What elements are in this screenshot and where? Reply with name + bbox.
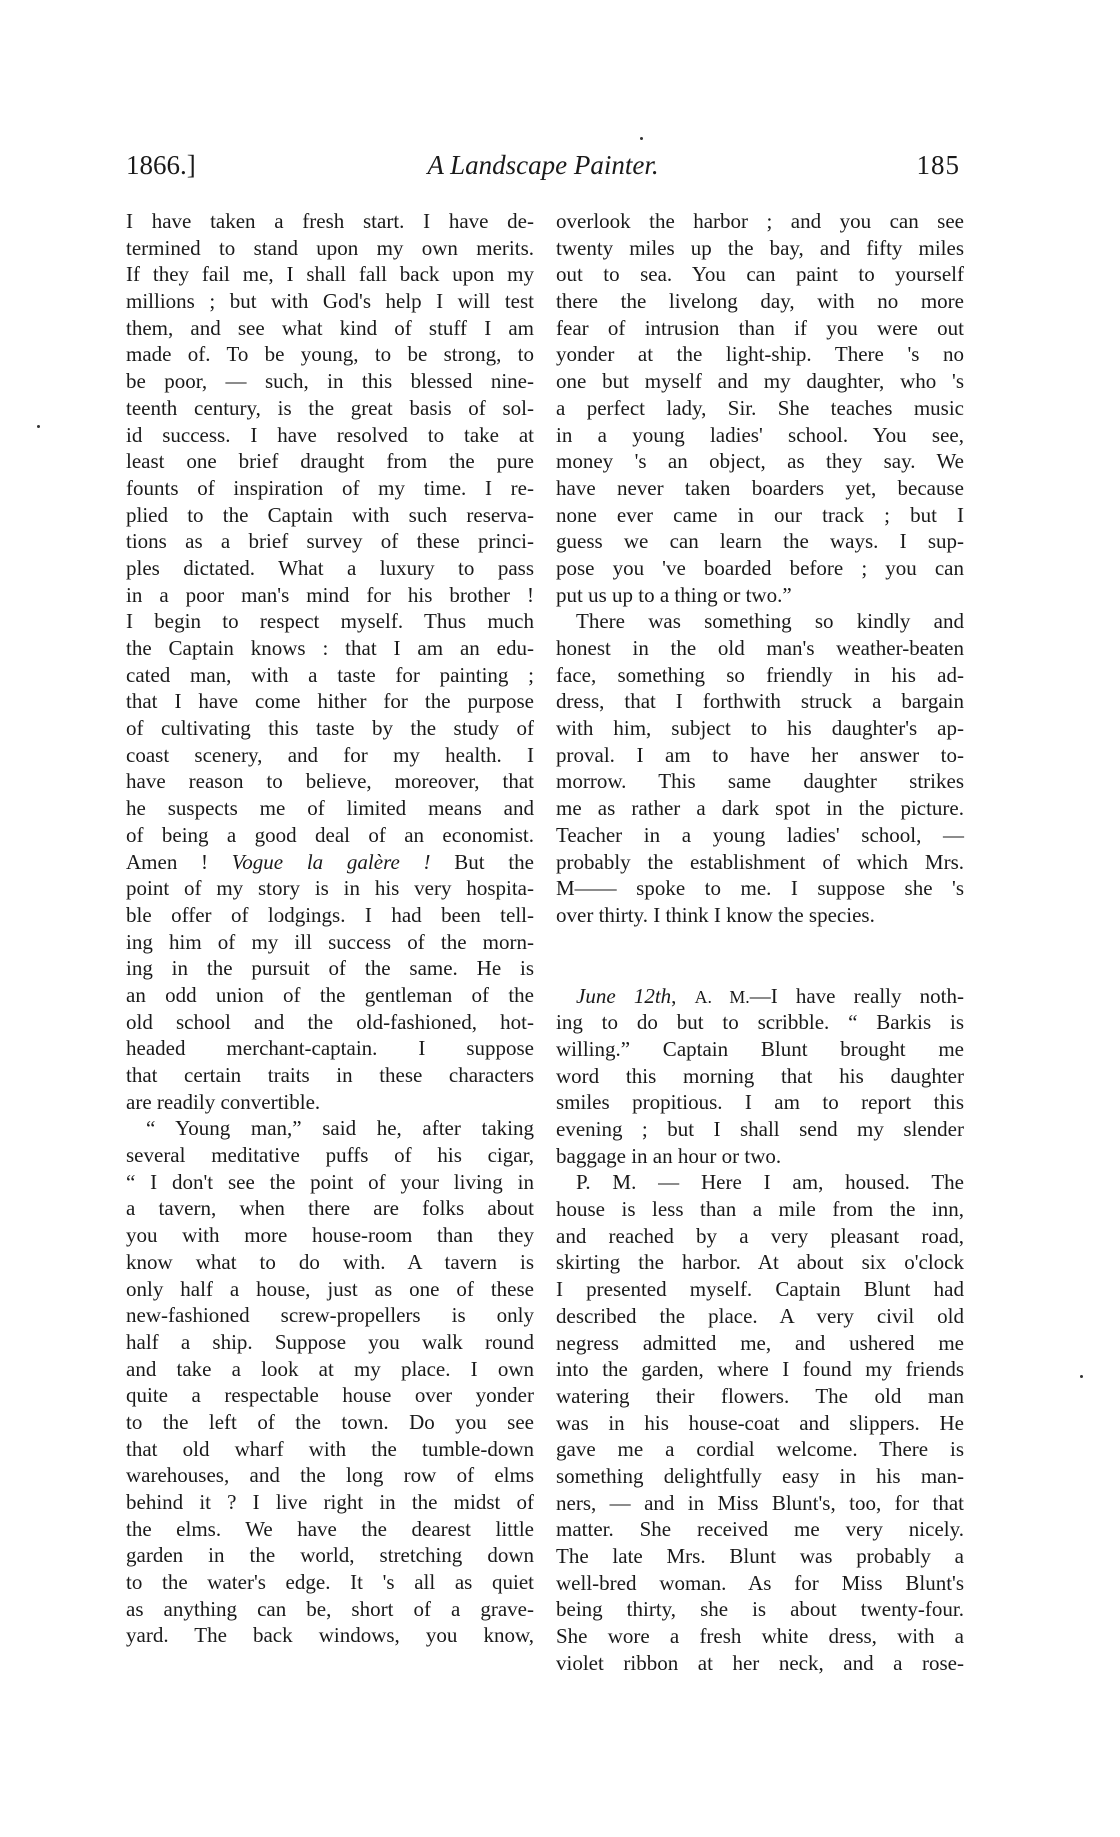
text-line: tions as a brief survey of these princi- (126, 529, 534, 554)
text-line: quite a respectable house over yonder (126, 1383, 534, 1408)
text-line: old school and the old-fashioned, hot- (126, 1009, 534, 1034)
text-line: ing to do but to scribble. “ Barkis is (556, 1010, 964, 1035)
text-line: behind it ? I live right in the midst of (126, 1490, 534, 1514)
text-line: skirting the harbor. At about six o'clock (556, 1250, 964, 1275)
text-line: them, and see what kind of stuff I am (126, 315, 534, 340)
text-line: are readily convertible. (126, 1089, 321, 1114)
text-line: of cultivating this taste by the study of (126, 716, 534, 741)
text-line: founts of inspiration of my time. I re- (126, 475, 534, 500)
text-line: and reached by a very pleasant road, (556, 1223, 964, 1248)
page-number: 185 (916, 150, 960, 180)
text-line: “ I don't see the point of your living in (126, 1169, 534, 1194)
text-line: something delightfully easy in his man- (556, 1463, 964, 1488)
text-line: least one brief draught from the pure (126, 449, 534, 474)
text-line: smiles propitious. I am to report this (556, 1090, 964, 1115)
text-line: fear of intrusion than if you were out (556, 315, 964, 340)
text-line: She wore a fresh white dress, with a (556, 1624, 964, 1649)
text-line: into the garden, where I found my friends (556, 1357, 964, 1382)
text-segment: , (671, 983, 695, 1008)
text-line: made of. To be young, to be strong, to (126, 342, 534, 367)
text-line: be poor, — such, in this blessed nine- (126, 369, 534, 394)
text-line: there the livelong day, with no more (556, 289, 964, 314)
text-line: proval. I am to have her answer to- (556, 742, 964, 767)
text-line: I presented myself. Captain Blunt had (556, 1277, 964, 1302)
text-line: The late Mrs. Blunt was probably a (556, 1544, 964, 1568)
text-line: over thirty. I think I know the species. (556, 902, 875, 927)
text-line: cated man, with a taste for painting ; (126, 662, 534, 687)
text-line: new-fashioned screw-propellers is only (126, 1303, 534, 1328)
speck (640, 137, 643, 140)
text-line: plied to the Captain with such reserva- (126, 502, 534, 527)
text-line: ners, — and in Miss Blunt's, too, for that (556, 1490, 964, 1515)
text-line: ing in the pursuit of the same. He is (126, 956, 534, 981)
text-line: Teacher in a young ladies' school, — (556, 822, 964, 847)
header-title: A Landscape Painter. (427, 150, 659, 180)
text-line: face, something so friendly in his ad- (556, 662, 964, 687)
text-line: he suspects me of limited means and (126, 796, 534, 821)
text-line: morrow. This same daughter strikes (556, 769, 964, 794)
text-line: the elms. We have the dearest little (126, 1516, 534, 1541)
text-line: id success. I have resolved to take at (126, 422, 534, 447)
text-line: M—— spoke to me. I suppose she 's (556, 876, 964, 901)
text-line: garden in the world, stretching down (126, 1543, 534, 1568)
speck (37, 425, 40, 428)
text-line: an odd union of the gentleman of the (126, 982, 534, 1007)
text-line: gave me a cordial welcome. There is (556, 1437, 964, 1462)
text-line: dress, that I forthwith struck a bargain (556, 689, 964, 714)
text-line: termined to stand upon my own merits. (126, 235, 534, 260)
speck (1080, 1375, 1083, 1378)
text-line: I begin to respect myself. Thus much (126, 609, 534, 634)
header-year: 1866.] (126, 150, 196, 180)
text-line: teenth century, is the great basis of sol- (126, 395, 534, 420)
text-line: to the water's edge. It 's all as quiet (126, 1570, 534, 1595)
text-line: described the place. A very civil old (556, 1303, 964, 1328)
text-line: “ Young man,” said he, after taking (146, 1116, 534, 1141)
text-line: being thirty, she is about twenty-four. (556, 1597, 964, 1622)
text-line: have never taken boarders yet, because (556, 475, 964, 500)
text-line: have reason to believe, moreover, that (126, 769, 534, 794)
text-line: one but myself and my daughter, who 's (556, 369, 964, 394)
text-line: and take a look at my place. I own (126, 1356, 534, 1381)
italic-text: Vogue la galère ! (231, 849, 431, 874)
text-line: ples dictated. What a luxury to pass (126, 555, 534, 580)
text-line: yonder at the light-ship. There 's no (556, 342, 964, 367)
text-line: you with more house-room than they (126, 1223, 534, 1248)
text-line: me as rather a dark spot in the picture. (556, 796, 964, 821)
text-line: baggage in an hour or two. (556, 1143, 782, 1168)
text-line: several meditative puffs of his cigar, (126, 1143, 534, 1168)
text-line: only half a house, just as one of these (126, 1276, 534, 1301)
text-line (556, 983, 964, 1010)
left-column (126, 208, 534, 1649)
text-segment: —I have really noth- (749, 983, 965, 1008)
text-line: word this morning that his daughter (556, 1063, 964, 1088)
text-line: that I have come hither for the purpose (126, 689, 534, 714)
text-line: the Captain knows : that I am an edu- (126, 636, 534, 660)
text-line: in a young ladies' school. You see, (556, 422, 964, 447)
text-line: There was something so kindly and (576, 609, 964, 634)
text-line: ing him of my ill success of the morn- (126, 929, 534, 954)
text-line: honest in the old man's weather-beaten (556, 636, 964, 660)
text-line: negress admitted me, and ushered me (556, 1330, 964, 1355)
right-column (556, 208, 964, 1676)
text-line: I have taken a fresh start. I have de- (126, 209, 534, 233)
text-line: in a poor man's mind for his brother ! (126, 582, 534, 607)
italic-text: June 12th (576, 983, 672, 1008)
text-line: half a ship. Suppose you walk round (126, 1329, 534, 1354)
text-line: with him, subject to his daughter's ap- (556, 716, 964, 741)
text-line: twenty miles up the bay, and fifty miles (556, 235, 964, 260)
text-line: evening ; but I shall send my slender (556, 1117, 964, 1141)
text-line: probably the establishment of which Mrs. (556, 849, 964, 874)
text-line: know what to do with. A tavern is (126, 1249, 534, 1274)
text-line: of being a good deal of an economist. (126, 822, 534, 847)
text-line: a perfect lady, Sir. She teaches music (556, 395, 964, 420)
text-line: money 's an object, as they say. We (556, 449, 964, 474)
text-line: willing.” Captain Blunt brought me (556, 1036, 964, 1061)
text-line: house is less than a mile from the inn, (556, 1197, 964, 1222)
text-line: a tavern, when there are folks about (126, 1196, 534, 1221)
text-line: yard. The back windows, you know, (126, 1623, 534, 1648)
text-line: that old wharf with the tumble-down (126, 1436, 534, 1461)
text-line: well-bred woman. As for Miss Blunt's (556, 1570, 964, 1595)
text-segment: A. M. (694, 986, 750, 1007)
text-line: headed merchant-captain. I suppose (126, 1036, 534, 1061)
text-line: overlook the harbor ; and you can see (556, 209, 964, 233)
text-line (126, 849, 534, 876)
text-line: none ever came in our track ; but I (556, 502, 964, 527)
text-line: matter. She received me very nicely. (556, 1517, 964, 1542)
text-line: to the left of the town. Do you see (126, 1409, 534, 1434)
text-segment: Amen ! (126, 849, 232, 874)
text-line: guess we can learn the ways. I sup- (556, 529, 964, 554)
running-header (126, 150, 960, 186)
text-line: ble offer of lodgings. I had been tell- (126, 902, 534, 927)
text-segment: But the (430, 849, 534, 874)
text-line: was in his house-coat and slippers. He (556, 1410, 964, 1435)
text-line: point of my story is in his very hospita- (126, 876, 534, 901)
text-line: millions ; but with God's help I will test (126, 289, 534, 314)
text-line: out to sea. You can paint to yourself (556, 262, 964, 287)
text-line: watering their flowers. The old man (556, 1383, 964, 1408)
text-line: If they fail me, I shall fall back upon my (126, 262, 534, 287)
text-line: pose you 've boarded before ; you can (556, 555, 964, 580)
text-line: warehouses, and the long row of elms (126, 1463, 534, 1488)
text-line: that certain traits in these characters (126, 1063, 534, 1087)
text-line: violet ribbon at her neck, and a rose- (556, 1650, 964, 1675)
text-line: coast scenery, and for my health. I (126, 742, 534, 767)
text-line: P. M. — Here I am, housed. The (576, 1170, 964, 1195)
text-line: put us up to a thing or two.” (556, 582, 792, 607)
text-line: as anything can be, short of a grave- (126, 1596, 534, 1621)
